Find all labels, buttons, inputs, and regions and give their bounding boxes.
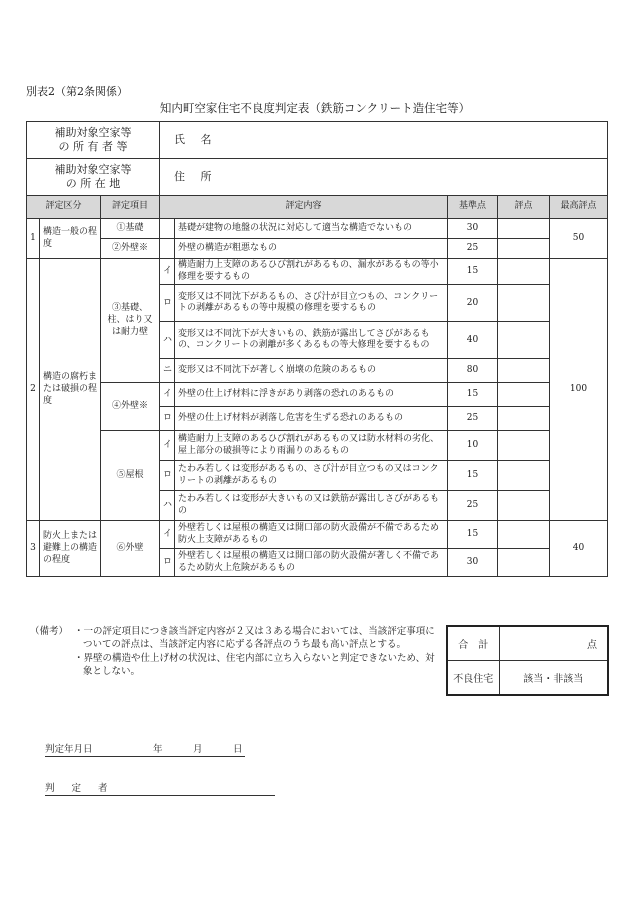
- evaluation-content: 外壁の仕上げ材料が剥落し危害を生ずる恐れのあるもの: [175, 407, 448, 431]
- score-cell[interactable]: [498, 407, 550, 431]
- base-points: 20: [448, 285, 498, 322]
- summary-table: [446, 625, 609, 696]
- item-marker: [160, 219, 175, 239]
- judge-date-line[interactable]: [45, 741, 245, 757]
- base-points: 25: [448, 239, 498, 259]
- section-number: 2: [27, 259, 40, 521]
- evaluation-table: [26, 121, 608, 577]
- table-header-row: [27, 196, 608, 219]
- total-label: 合 計: [447, 626, 499, 661]
- item-marker: ニ: [160, 359, 175, 383]
- header-category: 評定区分: [27, 196, 101, 219]
- section-name: 構造一般の程度: [40, 219, 101, 259]
- evaluation-content: 変形又は不同沈下があるもの、さび汁が目立つもの、コンクリートの剥離があるもの等中規模の修理を要するもの: [175, 285, 448, 322]
- evaluation-content: たわみ若しくは変形があるもの、さび汁が目立つもの又はコンクリートの剥離があるもの: [175, 461, 448, 491]
- table-row: [27, 431, 608, 461]
- base-points: 30: [448, 219, 498, 239]
- table-row: [27, 219, 608, 239]
- evaluation-item: ①基礎: [101, 219, 160, 239]
- evaluation-item: ③基礎、柱、はり又は耐力壁: [101, 259, 160, 383]
- address-field[interactable]: 住 所: [160, 159, 608, 196]
- base-points: 15: [448, 383, 498, 407]
- table-row: [27, 521, 608, 549]
- evaluation-item: ⑥外壁: [101, 521, 160, 577]
- score-cell[interactable]: [498, 259, 550, 285]
- item-marker: イ: [160, 431, 175, 461]
- judge-name-line[interactable]: 判 定 者: [45, 780, 275, 796]
- total-row: [447, 626, 608, 661]
- note-item: ・一の評定項目につき該当評定内容が２又は３ある場合においては、当該評定事項についての評点は、当該評定内容に応ずる各評点のうち最も高い評点とする。: [74, 626, 435, 651]
- score-cell[interactable]: [498, 491, 550, 521]
- evaluation-content: 変形又は不同沈下が大きいもの、鉄筋が露出してさびがあるもの、コンクリートの剥離が多くあるもの等大修理を要するもの: [175, 322, 448, 359]
- year-label: 年: [153, 744, 163, 755]
- header-max: 最高評点: [550, 196, 608, 219]
- owner-label: 補助対象空家等 の 所 有 者 等: [27, 122, 160, 159]
- base-points: 25: [448, 491, 498, 521]
- section-name: 防火上または避難上の構造の程度: [40, 521, 101, 577]
- evaluation-content: 外壁若しくは屋根の構造又は開口部の防火設備が不備であるため防火上支障があるもの: [175, 521, 448, 549]
- evaluation-content: 変形又は不同沈下が著しく崩壊の危険のあるもの: [175, 359, 448, 383]
- evaluation-content: 基礎が建物の地盤の状況に対応して適当な構造でないもの: [175, 219, 448, 239]
- evaluation-content: 構造耐力上支障のあるひび割れがあるもの、漏水があるもの等小修理を要するもの: [175, 259, 448, 285]
- base-points: 15: [448, 461, 498, 491]
- note-item: ・界壁の構造や仕上げ材の状況は、住宅内部に立ち入らないと判定できないため、対象としない。: [74, 653, 435, 678]
- item-marker: [160, 239, 175, 259]
- item-marker: ロ: [160, 549, 175, 577]
- base-points: 30: [448, 549, 498, 577]
- item-marker: ハ: [160, 322, 175, 359]
- item-marker: ハ: [160, 491, 175, 521]
- item-marker: ロ: [160, 407, 175, 431]
- score-cell[interactable]: [498, 549, 550, 577]
- table-row: [27, 239, 608, 259]
- item-marker: ロ: [160, 285, 175, 322]
- score-cell[interactable]: [498, 219, 550, 239]
- header-item: 評定項目: [101, 196, 160, 219]
- header-base: 基準点: [448, 196, 498, 219]
- base-points: 40: [448, 322, 498, 359]
- evaluation-item: ⑤屋根: [101, 431, 160, 521]
- owner-row: [27, 122, 608, 159]
- max-score: 40: [550, 521, 608, 577]
- section-number: 1: [27, 219, 40, 259]
- score-cell[interactable]: [498, 239, 550, 259]
- base-points: 25: [448, 407, 498, 431]
- day-label: 日: [233, 744, 243, 755]
- notes-list: [74, 625, 444, 679]
- defect-label: 不良住宅: [447, 661, 499, 696]
- base-points: 15: [448, 259, 498, 285]
- score-cell[interactable]: [498, 431, 550, 461]
- score-cell[interactable]: [498, 359, 550, 383]
- max-score: 50: [550, 219, 608, 259]
- evaluation-content: 構造耐力上支障のあるひび割れがあるもの又は防水材料の劣化、屋上部分の破損等により雨漏りのあるもの: [175, 431, 448, 461]
- total-points-field[interactable]: 点: [499, 626, 608, 661]
- evaluation-item: ②外壁※: [101, 239, 160, 259]
- base-points: 10: [448, 431, 498, 461]
- header-score: 評点: [498, 196, 550, 219]
- document-reference: 別表2（第2条関係）: [26, 85, 128, 98]
- address-row: [27, 159, 608, 196]
- score-cell[interactable]: [498, 521, 550, 549]
- item-marker: ロ: [160, 461, 175, 491]
- defect-row: [447, 661, 608, 696]
- item-marker: イ: [160, 259, 175, 285]
- month-label: 月: [193, 744, 203, 755]
- address-label: 補助対象空家等 の 所 在 地: [27, 159, 160, 196]
- score-cell[interactable]: [498, 322, 550, 359]
- section-name: 構造の腐朽または破損の程度: [40, 259, 101, 521]
- defect-choice[interactable]: 該当・非該当: [499, 661, 608, 696]
- item-marker: イ: [160, 383, 175, 407]
- score-cell[interactable]: [498, 285, 550, 322]
- evaluation-content: たわみ若しくは変形が大きいもの又は鉄筋が露出しさびがあるもの: [175, 491, 448, 521]
- evaluation-content: 外壁の仕上げ材料に浮きがあり剥落の恐れのあるもの: [175, 383, 448, 407]
- document-title: 知内町空家住宅不良度判定表（鉄筋コンクリート造住宅等）: [159, 101, 471, 115]
- table-row: [27, 259, 608, 285]
- evaluation-content: 外壁の構造が粗悪なもの: [175, 239, 448, 259]
- owner-name-field[interactable]: 氏 名: [160, 122, 608, 159]
- judge-date-label: 判定年月日: [45, 744, 93, 755]
- section-number: 3: [27, 521, 40, 577]
- header-content: 評定内容: [160, 196, 448, 219]
- max-score: 100: [550, 259, 608, 521]
- evaluation-content: 外壁若しくは屋根の構造又は開口部の防火設備が著しく不備であるため防火上危険があるもの: [175, 549, 448, 577]
- item-marker: イ: [160, 521, 175, 549]
- base-points: 80: [448, 359, 498, 383]
- score-cell[interactable]: [498, 461, 550, 491]
- score-cell[interactable]: [498, 383, 550, 407]
- evaluation-item: ④外壁※: [101, 383, 160, 431]
- table-row: [27, 383, 608, 407]
- notes-heading: （備考）: [30, 626, 69, 637]
- base-points: 15: [448, 521, 498, 549]
